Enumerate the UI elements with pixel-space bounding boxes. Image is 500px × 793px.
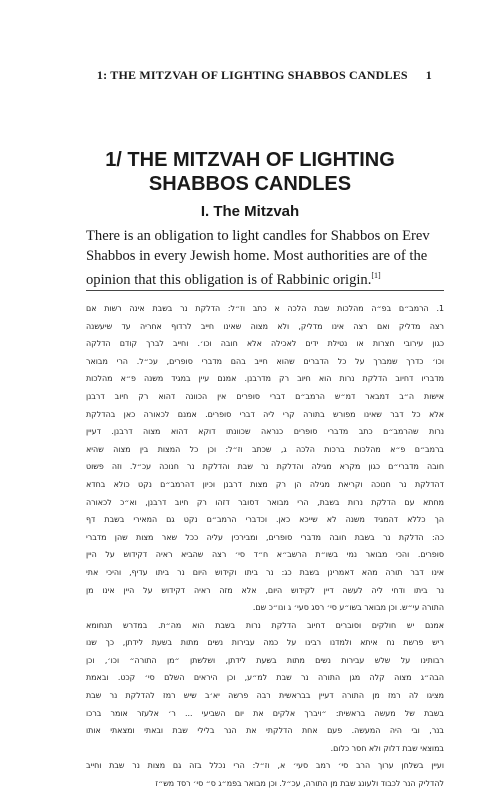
footnote-line: נרות שהרמב״ם כתב מדברי סופרים כנראה שכוונתו דוקא דהוא מצוה דרבנן. דעיין xyxy=(86,427,444,437)
footnote-line: ברמב״ם פ״א מהלכות ברכות הלכה ג, שכתב וז״ל: וכן כל המצות בין מצוה שהיא xyxy=(86,444,444,454)
footnote-line: הבה״ג מצוה קלה מגן התורה נר שבת למ״ע, וכן היראים השלם סי׳ קכט. ובאמת xyxy=(86,673,444,683)
footnote-divider xyxy=(86,290,444,291)
footnote-line: דהדלקת נר חנוכה וקריאת מגילה הן רק מצות דרבנן וכיון דהרמב״ם נקט כולא בחדא xyxy=(86,479,444,489)
footnote-line: אמנם יש חולקים וסוברים דחיוב הדלקת נרות בשבת הוא מה״ת. במדרש תנחומא xyxy=(86,620,444,630)
footnote-line: אישות ה״ב דמבאר דמ״ש הרמב״ם דברי סופרים אין הכוונה דהוא רק חיוב דרבנן xyxy=(86,391,444,401)
footnote-line: ריש פרשת נח איתא ולמדנו רבינו על כמה עבירות נשים מתות בשעת לידתן, כך שנו xyxy=(86,638,444,648)
footnote-line: להדליק הנר לכבוד ולעונג שבת מן התורה, עכ״ל. וכן מבואר בפמ״ג ס״ סי׳ רסד מש״ז xyxy=(155,779,444,789)
page-number: 1 xyxy=(425,68,432,82)
body-line: Shabbos in every Jewish home. Most authorities are of the xyxy=(86,248,428,264)
running-head-title: 1: THE MITZVAH OF LIGHTING SHABBOS CANDLES xyxy=(96,68,408,82)
footnote-line: בנר, ובי היה המעשה. פעם אחת הדלקתי את הנר בלילי שבת ובאתי ומצאתי אותו xyxy=(86,726,444,736)
body-line-text: opinion that this obligation is of Rabbinic origin. xyxy=(86,271,372,288)
footnote-line: כה: הדלקת נר בשבת חובה מדברי סופרים, ומבירכין עליה ככל שאר מצות שהן מדברי xyxy=(86,532,444,542)
footnote-line: בשבת של מעשה בראשית: ״ויברך אלקים את יום השביעי ... ר׳ אלעזר אומר ברכו xyxy=(86,708,444,718)
chapter-title xyxy=(60,148,440,196)
footnote-line: סופרים. והכי מבואר נמי בשו״ת הרשב״א ח״ד סי׳ רצה שהביא ראיה דקידוש על היין xyxy=(86,550,444,560)
footnote-line: אינו דבר תורה מהא דאמרינן בשבת כג: נר ביתו וקידוש היום נר ביתו עדיף, והיכי אתי xyxy=(86,567,444,577)
footnote-line: רצה מדליק ואם רצה אינו מדליק, ולא מצוה שאינו חייב לרדוף אחריה עד שיעשנה xyxy=(86,321,444,331)
section-heading: I. The Mitzvah xyxy=(200,203,300,220)
footnote-line: אלא כל דבר שאינו מפורש בתורה קרי ליה דברי סופרים. אמנם לכאורה כאן בהדלקת xyxy=(86,409,444,419)
body-paragraph xyxy=(86,226,444,290)
body-line: There is an obligation to light candles for Shabbos on Erev xyxy=(86,228,430,244)
footnote-marker: [1] xyxy=(371,271,381,280)
footnote-line: הך כללא דהמגיד משנה לא שייכא כאן. וכדברי הרמב״ם נקט גם המאירי בשבת דף xyxy=(86,515,444,525)
footnote-line: רבותינו על שלש עבירות נשים מתות בשעת לידתן, ושלשתן ״מן התורה״ וכו׳, וכן xyxy=(86,655,444,665)
footnote-line: נר ביתו ודחי ליה לעשה דיין לקידוש היום, אלא מזה ראיה דקידוש על היין אינו מן xyxy=(86,585,444,595)
footnote-line: וכו׳ כדרך שמברך על כל הדברים שהוא חייב בהם מדברי סופרים, עכ״ל. הרי מבואר xyxy=(86,356,444,366)
footnote-line: במוצאי שבת דלוק ולא חסר כלום. xyxy=(330,743,444,753)
footnote-line: חובה מדברי״ם כגון מקרא מגילה והדלקת נר שבת והדלקת נר חנוכה עכ״ל. וזה פשוט xyxy=(86,462,444,472)
footnote-line: מדבריו דחיוב הדלקת נרות הוא חיוב רק מדרבנן. אמנם עיין במגיד משנה פ״א מהלכות xyxy=(86,374,444,384)
chapter-title-line-2: SHABBOS CANDLES xyxy=(148,173,352,195)
footnote-line: התורה עי״ש. וכן מבואר בשו״ע סי׳ רסג סעי׳ ג ונו״כ שם. xyxy=(252,603,444,613)
chapter-title-line-1: 1/ THE MITZVAH OF LIGHTING xyxy=(105,149,395,171)
footnote-line: מציגו לה רמז מן התורה דעיין בבראשית רבה פרשה יא׳ב שיש רמז להדלקת נר שבת xyxy=(86,691,444,701)
footnote-line: 1. הרמב״ם בפ״ה מהלכות שבת הלכה א כתב וז״ל: הדלקת נר בשבת אינה רשות אם xyxy=(86,304,444,313)
running-head xyxy=(86,68,432,83)
footnote-line: כגון עירובי חצרות או נטילת ידים לאכילה אלא חובה וכו׳. וחייב לברך קודם הדלקה xyxy=(86,339,444,349)
footnote-line: ועיין בשלחן ערוך הרב סי׳ רמב סעי׳ א, וז״ל: הרי נכלל בזה גם מצות נר שבת וחייב xyxy=(86,761,444,771)
footnotes xyxy=(86,300,444,793)
body-line xyxy=(86,266,444,290)
footnote-line: מחתא עם הדלקת נרות בשבת, הרי מבואר דסובר דזהו רק חיוב דרבנן, וא״כ לכאורה xyxy=(86,497,444,507)
